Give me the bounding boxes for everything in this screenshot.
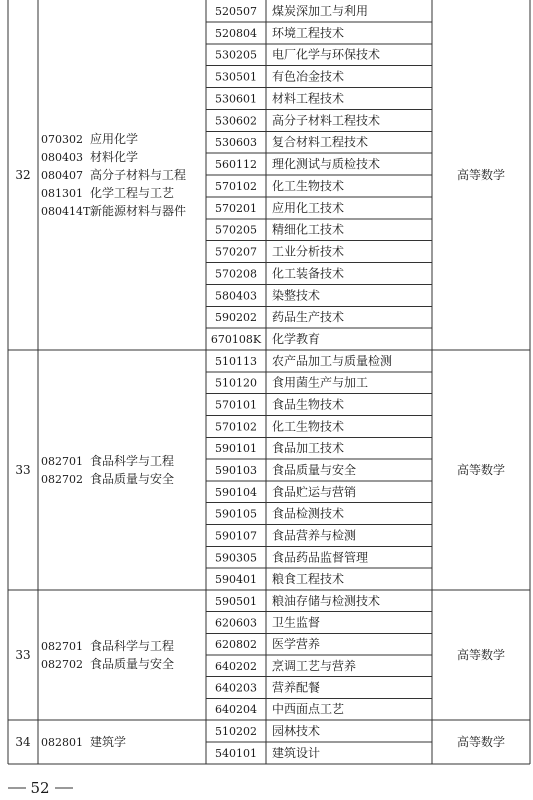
vocational-code: 570201 xyxy=(215,201,257,215)
page-number: 52 xyxy=(30,779,50,797)
vocational-name: 染整技术 xyxy=(272,288,321,303)
undergrad-name: 建筑学 xyxy=(90,735,127,749)
undergrad-code: 082702 xyxy=(41,473,83,486)
vocational-name: 化工生物技术 xyxy=(272,419,345,434)
vocational-name: 药品生产技术 xyxy=(272,310,345,325)
undergrad-name: 食品科学与工程 xyxy=(90,639,175,653)
undergrad-name: 食品科学与工程 xyxy=(90,454,175,468)
undergrad-name: 食品质量与安全 xyxy=(90,472,175,486)
vocational-name: 烹调工艺与营养 xyxy=(272,658,357,673)
vocational-code: 590202 xyxy=(215,311,257,325)
seq-number: 34 xyxy=(15,735,31,749)
vocational-name: 营养配餐 xyxy=(272,680,321,695)
vocational-name: 粮油存储与检测技术 xyxy=(272,593,381,608)
table-grid xyxy=(8,0,530,764)
seq-number: 33 xyxy=(15,648,31,662)
vocational-code: 520804 xyxy=(215,26,257,40)
vocational-name: 建筑设计 xyxy=(272,746,321,760)
vocational-code: 620603 xyxy=(215,616,257,630)
undergrad-code: 082702 xyxy=(41,658,83,671)
vocational-code: 590104 xyxy=(215,485,257,499)
vocational-name: 化工装备技术 xyxy=(272,266,345,281)
vocational-code: 510202 xyxy=(215,725,257,738)
vocational-code: 570208 xyxy=(215,267,257,281)
vocational-code: 520507 xyxy=(215,4,257,18)
seq-number: 33 xyxy=(15,463,31,477)
vocational-code: 590401 xyxy=(215,573,257,587)
undergrad-name: 应用化学 xyxy=(90,132,139,146)
vocational-code: 640202 xyxy=(215,659,257,673)
vocational-name: 园林技术 xyxy=(272,724,321,738)
vocational-code: 670108K xyxy=(210,333,262,347)
vocational-name: 电厂化学与环保技术 xyxy=(272,47,381,62)
vocational-name: 应用化工技术 xyxy=(272,200,345,215)
undergrad-code: 082701 xyxy=(41,640,83,653)
undergrad-code: 082801 xyxy=(41,736,83,749)
vocational-code: 570207 xyxy=(215,245,257,259)
vocational-code: 570102 xyxy=(215,420,257,434)
vocational-name: 高分子材料工程技术 xyxy=(272,113,381,128)
vocational-name: 卫生监督 xyxy=(272,615,321,630)
vocational-code: 580403 xyxy=(215,289,257,303)
vocational-code: 590305 xyxy=(215,551,257,565)
vocational-name: 理化测试与质检技术 xyxy=(272,157,381,172)
exam-subject: 高等数学 xyxy=(456,735,506,749)
vocational-name: 有色冶金技术 xyxy=(272,69,345,84)
vocational-code: 590105 xyxy=(215,507,257,521)
vocational-code: 570101 xyxy=(215,398,257,412)
vocational-code: 590103 xyxy=(215,464,257,477)
vocational-code: 620802 xyxy=(215,638,257,652)
vocational-name: 工业分析技术 xyxy=(272,244,345,259)
undergrad-code: 080403 xyxy=(41,151,83,164)
page-footer xyxy=(8,779,73,797)
vocational-code: 590501 xyxy=(215,594,257,608)
vocational-code: 530205 xyxy=(215,48,257,62)
vocational-name: 医学营养 xyxy=(272,637,321,652)
vocational-name: 环境工程技术 xyxy=(272,25,345,40)
vocational-code: 530601 xyxy=(215,92,257,106)
vocational-code: 570102 xyxy=(215,179,257,193)
seq-number: 32 xyxy=(15,168,31,182)
vocational-code: 640204 xyxy=(215,703,257,717)
vocational-code: 540101 xyxy=(215,747,257,760)
vocational-name: 材料工程技术 xyxy=(272,91,345,106)
vocational-name: 食品加工技术 xyxy=(272,441,345,456)
undergrad-name: 高分子材料与工程 xyxy=(90,168,187,182)
vocational-name: 农产品加工与质量检测 xyxy=(272,353,393,368)
vocational-code: 640203 xyxy=(215,681,257,695)
vocational-name: 化学教育 xyxy=(272,332,321,347)
exam-subject: 高等数学 xyxy=(456,168,506,182)
vocational-name: 食品营养与检测 xyxy=(272,528,357,543)
undergrad-name: 化学工程与工艺 xyxy=(90,186,175,200)
undergrad-code: 080407 xyxy=(41,169,83,182)
vocational-name: 食品检测技术 xyxy=(272,506,345,521)
undergrad-code: 082701 xyxy=(41,455,83,468)
undergrad-name: 材料化学 xyxy=(90,150,139,164)
vocational-name: 粮食工程技术 xyxy=(272,572,345,587)
vocational-code: 530602 xyxy=(215,114,257,128)
vocational-name: 精细化工技术 xyxy=(272,222,345,237)
vocational-name: 食用菌生产与加工 xyxy=(272,375,369,390)
vocational-code: 560112 xyxy=(215,158,257,172)
vocational-code: 570205 xyxy=(215,223,257,237)
undergrad-code: 070302 xyxy=(41,133,83,146)
vocational-name: 食品贮运与营销 xyxy=(272,484,357,499)
vocational-code: 510113 xyxy=(215,354,257,368)
undergrad-code: 081301 xyxy=(41,187,83,200)
vocational-name: 食品生物技术 xyxy=(272,397,345,412)
vocational-code: 530501 xyxy=(215,70,257,84)
vocational-code: 590107 xyxy=(215,529,257,543)
exam-subject: 高等数学 xyxy=(456,648,506,662)
vocational-name: 食品药品监督管理 xyxy=(272,550,369,565)
vocational-name: 食品质量与安全 xyxy=(272,463,357,477)
vocational-code: 530603 xyxy=(215,136,257,150)
undergrad-name: 食品质量与安全 xyxy=(90,657,175,671)
vocational-code: 510120 xyxy=(215,376,257,390)
undergrad-code: 080414T xyxy=(41,205,91,218)
vocational-code: 590101 xyxy=(215,442,257,456)
exam-subject: 高等数学 xyxy=(456,463,506,477)
vocational-name: 中西面点工艺 xyxy=(272,702,345,717)
vocational-name: 复合材料工程技术 xyxy=(272,135,369,150)
vocational-name: 煤炭深加工与利用 xyxy=(272,3,369,18)
undergrad-name: 新能源材料与器件 xyxy=(90,204,187,218)
vocational-name: 化工生物技术 xyxy=(272,178,345,193)
